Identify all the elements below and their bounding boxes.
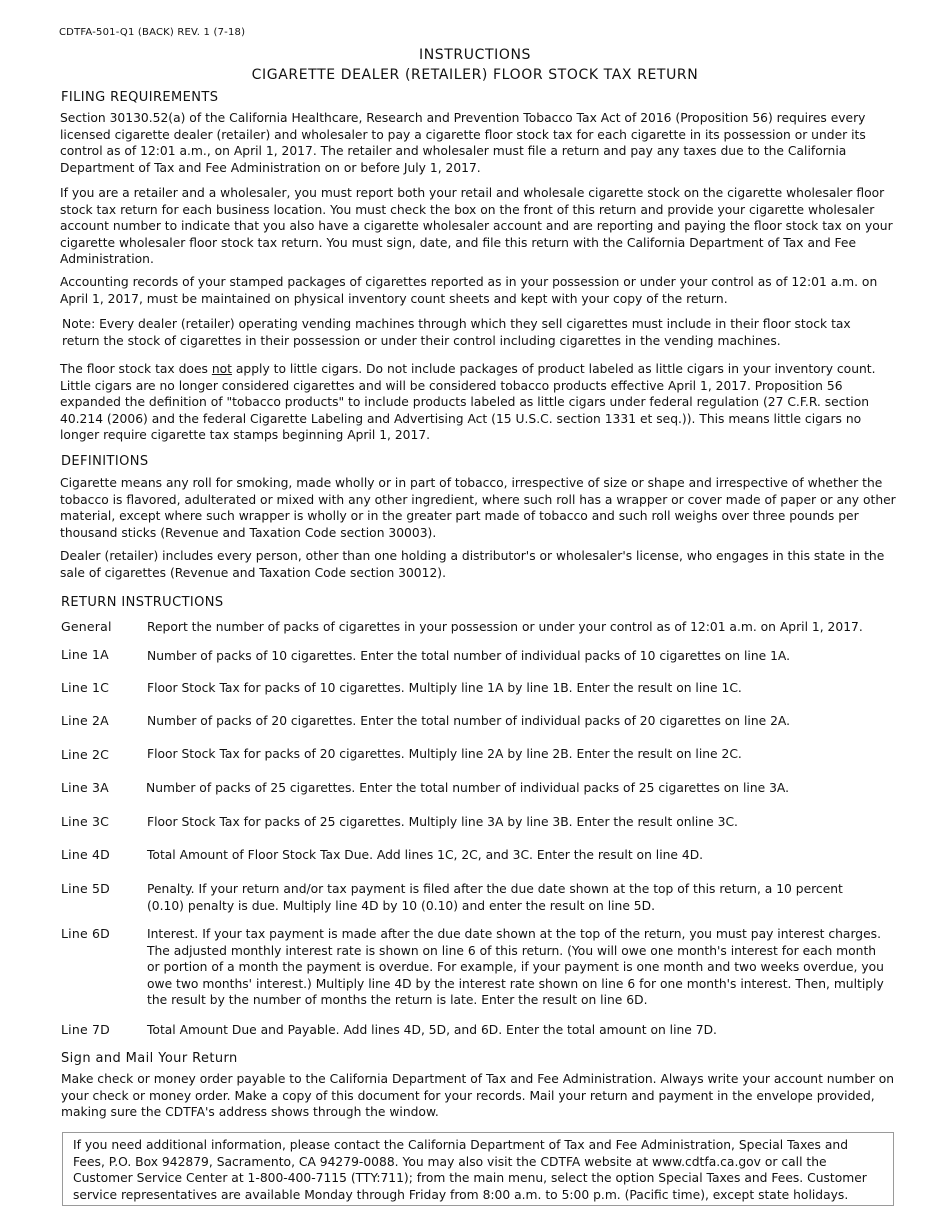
line-text: Total Amount Due and Payable. Add lines 4D, 5D, and 6D. Enter the total amount on line 7D. <box>147 1023 717 1037</box>
little-cigars-text-start: The floor stock tax does <box>60 362 212 376</box>
line-label: Line 3C <box>61 814 110 829</box>
line-label: Line 7D <box>61 1022 111 1037</box>
dealer-definition: Dealer (retailer) includes every person, other than one holding a distributor's or wholesaler's license, who engages in this state in the sale of cigarettes (Revenue and Taxation Code section 30012). <box>60 549 885 580</box>
sign-mail-paragraph: Make check or money order payable to the California Department of Tax and Fee Administration. Always write your account number on your check or money order. Make a copy of this document for your records. Mail your return and payment in the envelope provided, making sure the CDTFA's address shows through the window. <box>61 1072 895 1119</box>
line-label: Line 2A <box>61 713 109 728</box>
form-id: CDTFA-501-Q1 (BACK) REV. 1 (7-18) <box>59 27 246 38</box>
line-text: Report the number of packs of cigarettes in your possession or under your control as of 12:01 a.m. on April 1, 2017. <box>147 620 863 634</box>
line-text: Number of packs of 10 cigarettes. Enter the total number of individual packs of 10 cigarettes on line 1A. <box>147 649 791 663</box>
line-text: Floor Stock Tax for packs of 10 cigarettes. Multiply line 1A by line 1B. Enter the result on line 1C. <box>147 681 742 695</box>
contact-info-box: If you need additional information, please contact the California Department of Tax and Fee Administration, Special Taxes and Fees, P.O. Box 942879, Sacramento, CA 94279-0088. You may also visit the CDTFA website at www.cdtfa.ca.gov or call the Customer Service Center at 1-800-400-7115 (TTY:711); from the main menu, select the option Special Taxes and Fees. Customer service representatives are available Monday through Friday from 8:00 a.m. to 5:00 p.m. (Pacific time), except state holidays. <box>62 1132 894 1206</box>
line-label: General <box>61 619 112 634</box>
line-text: Floor Stock Tax for packs of 25 cigarettes. Multiply line 3A by line 3B. Enter the result online 3C. <box>147 815 738 829</box>
vending-note: Note: Every dealer (retailer) operating vending machines through which they sell cigarettes must include in their floor stock tax return the stock of cigarettes in their possession or under their control including cigarettes in the vending machines. <box>62 317 851 348</box>
filing-paragraph-1: Section 30130.52(a) of the California Healthcare, Research and Prevention Tobacco Tax Act of 2016 (Proposition 56) requires every licensed cigarette dealer (retailer) and wholesaler to pay a cigarette floor stock tax for each cigarette in its possession or under its control as of 12:01 a.m., on April 1, 2017. The retailer and wholesaler must file a return and pay any taxes due to the California Department of Tax and Fee Administration on or before July 1, 2017. <box>60 111 866 175</box>
filing-paragraph-3: Accounting records of your stamped packages of cigarettes reported as in your possession or under your control as of 12:01 a.m. on April 1, 2017, must be maintained on physical inventory count sheets and kept with your copy of the return. <box>60 275 878 306</box>
line-text: Number of packs of 20 cigarettes. Enter the total number of individual packs of 20 cigarettes on line 2A. <box>147 714 791 728</box>
filing-requirements-heading: FILING REQUIREMENTS <box>61 90 219 105</box>
filing-paragraph-2: If you are a retailer and a wholesaler, you must report both your retail and wholesale cigarette stock on the cigarette wholesaler floor stock tax return for each business location. You must check the box on the front of this return and provide your cigarette wholesaler account number to indicate that you also have a cigarette wholesaler account and are reporting and paying the floor stock tax on your cigarette wholesaler floor stock tax return. You must sign, date, and file this return with the California Department of Tax and Fee Administration. <box>60 186 893 266</box>
line-label: Line 1A <box>61 647 109 662</box>
line-label: Line 2C <box>61 747 110 762</box>
line-label: Line 6D <box>61 926 111 941</box>
line-text: Interest. If your tax payment is made after the due date shown at the top of the return, you must pay interest charges. The adjusted monthly interest rate is shown on line 6 of this return. (You will owe one month's interest for each month or portion of a month the payment is overdue. For example, if your payment is one month and two weeks overdue, you owe two months' interest.) Multiply line 4D by the interest rate shown on line 6 for one month's interest. Then, multiply the result by the number of months the return is late. Enter the result on line 6D. <box>147 927 884 1007</box>
underlined-not: not <box>211 362 232 376</box>
line-label: Line 1C <box>61 680 110 695</box>
return-instructions-heading: RETURN INSTRUCTIONS <box>61 595 224 610</box>
cigarette-definition: Cigarette means any roll for smoking, made wholly or in part of tobacco, irrespective of size or shape and irrespective of whether the tobacco is flavored, adulterated or mixed with any other ingredient, where such roll has a wrapper or cover made of paper or any other material, except where such wrapper is wholly or in the greater part made of tobacco and such roll weighs over three pounds per thousand sticks (Revenue and Taxation Code section 30003). <box>60 476 896 540</box>
line-label: Line 3A <box>61 780 109 795</box>
sign-mail-heading: Sign and Mail Your Return <box>61 1051 238 1066</box>
little-cigars-text-end: apply to little cigars. Do not include packages of product labeled as little cigars in your inventory count. Little cigars are no longer considered cigarettes and will be considered tobacco products effective April 1, 2017. Proposition 56 expanded the definition of "tobacco products" to include products labeled as little cigars under federal regulation (27 C.F.R. section 40.214 (2006) and the federal Cigarette Labeling and Advertising Act (15 U.S.C. section 1331 et seq.)). This means little cigars no longer require cigarette tax stamps beginning April 1, 2017. <box>60 362 876 442</box>
definitions-heading: DEFINITIONS <box>61 454 149 469</box>
line-text: Penalty. If your return and/or tax payment is filed after the due date shown at the top of this return, a 10 percent (0.10) penalty is due. Multiply line 4D by 10 (0.10) and enter the result on line 5D. <box>147 882 843 913</box>
page-title: INSTRUCTIONS <box>418 47 532 63</box>
line-text: Floor Stock Tax for packs of 20 cigarettes. Multiply line 2A by line 2B. Enter the result on line 2C. <box>147 747 742 761</box>
line-text: Total Amount of Floor Stock Tax Due. Add lines 1C, 2C, and 3C. Enter the result on line 4D. <box>147 848 704 862</box>
line-text: Number of packs of 25 cigarettes. Enter the total number of individual packs of 25 cigarettes on line 3A. <box>146 781 790 795</box>
form-title: CIGARETTE DEALER (RETAILER) FLOOR STOCK TAX RETURN <box>251 67 699 83</box>
line-label: Line 4D <box>61 847 111 862</box>
line-label: Line 5D <box>61 881 111 896</box>
little-cigars-paragraph <box>60 361 900 444</box>
